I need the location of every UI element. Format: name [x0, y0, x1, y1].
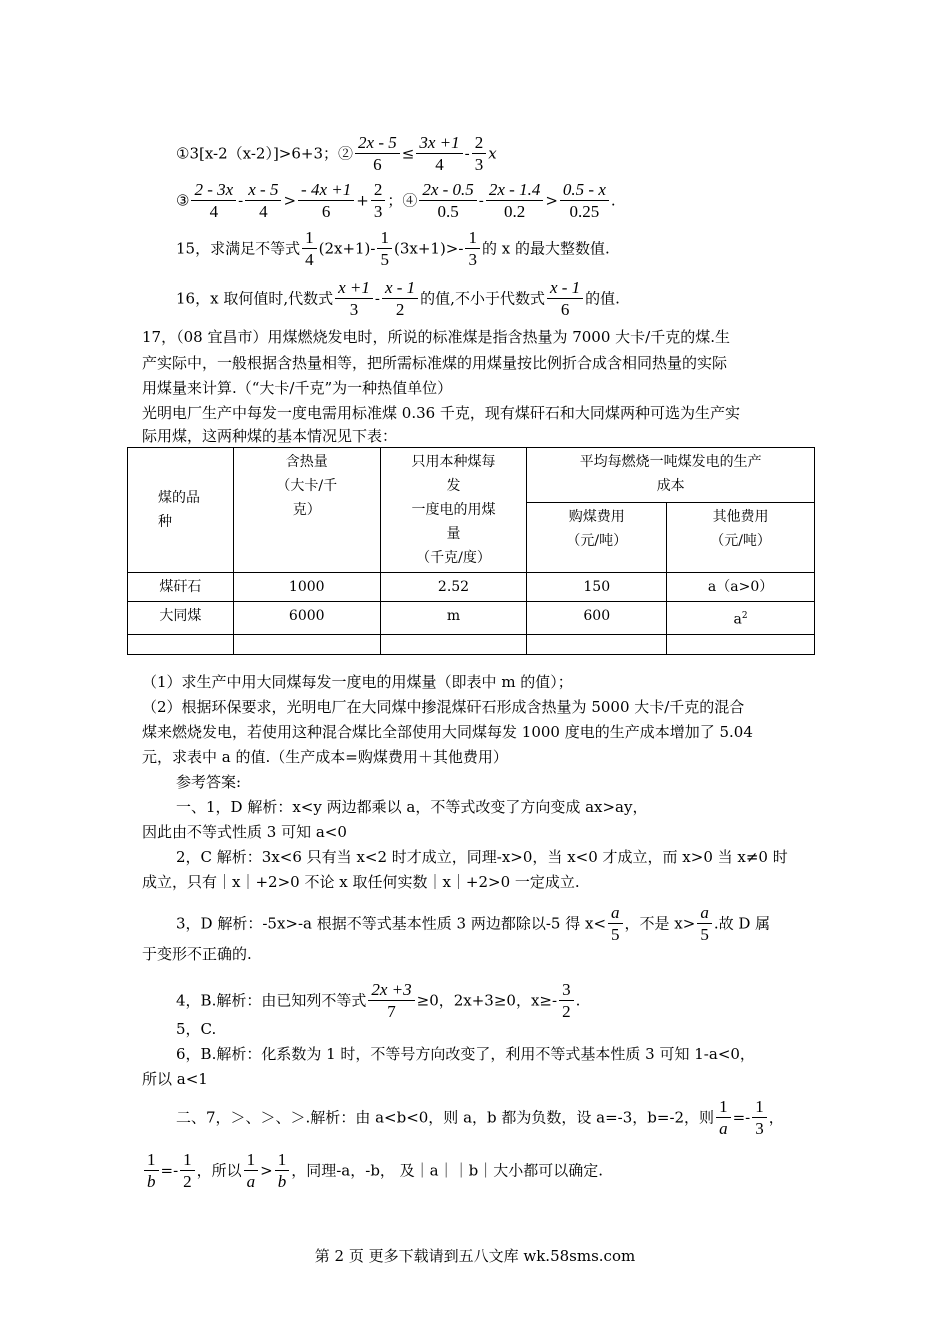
q17-l3: 用煤量来计算.（“大卡/千克”为一种热值单位） — [142, 379, 453, 397]
answer-3b: 于变形不正确的. — [142, 945, 252, 963]
op: > — [545, 191, 558, 210]
hdr-text: 其他费用 — [712, 509, 769, 525]
answer-6b: 所以 a<1 — [142, 1070, 208, 1088]
fraction — [697, 903, 712, 946]
q16-line — [176, 278, 620, 321]
den: 2 — [183, 1172, 192, 1191]
den: 6 — [321, 202, 331, 221]
num: 2x - 5 — [355, 133, 400, 154]
cell: 大同煤 — [128, 602, 234, 635]
q17-part2b: 煤来燃烧发电，若使用这种混合煤比全部使用大同煤每发 1000 度电的生产成本增加了 5.04 — [142, 723, 753, 741]
num: a — [697, 903, 712, 924]
coal-table — [127, 447, 815, 655]
num: 1 — [377, 228, 392, 249]
den: 3 — [468, 250, 477, 269]
fraction — [608, 903, 623, 946]
num: 2 — [371, 180, 386, 201]
num: a — [608, 903, 623, 924]
op: - — [374, 289, 380, 308]
num: 1 — [752, 1097, 767, 1118]
fraction — [180, 1150, 195, 1193]
fraction — [472, 133, 487, 176]
num: x - 1 — [547, 278, 583, 299]
a7-pre: 二、7，＞、＞、＞.解析：由 a<b<0，则 a，b 都为负数，设 a=-3，b=-2，则 — [176, 1108, 715, 1127]
fraction — [298, 180, 354, 223]
q17-part2c: 元，求表中 a 的值.（生产成本=购煤费用＋其他费用） — [142, 748, 508, 766]
den: 5 — [700, 925, 709, 944]
sep: ；④ — [387, 191, 418, 210]
fraction — [716, 1097, 731, 1140]
q16-pre: 16，x 取何值时,代数式 — [176, 289, 334, 308]
exponent: 2 — [741, 611, 748, 621]
answer-5: 5，C. — [176, 1020, 217, 1038]
den: 5 — [380, 250, 389, 269]
fraction — [335, 278, 373, 321]
hdr-text: 平均每燃烧一吨煤发电的生产 — [579, 454, 762, 470]
den: 7 — [387, 1002, 396, 1021]
op: - — [478, 191, 484, 210]
fraction — [416, 133, 462, 176]
hdr-text: 只用本种煤每 — [411, 454, 496, 470]
a7b-post: ，同理-a，-b， 及｜a｜｜b｜大小都可以确定. — [291, 1161, 603, 1180]
den: 0.5 — [437, 202, 459, 221]
fraction — [752, 1097, 767, 1140]
a7-end: ， — [768, 1108, 784, 1127]
table-row — [128, 602, 815, 635]
a4-mid: ≥0，2x+3≥0，x≥- — [416, 991, 558, 1010]
num: 1 — [716, 1097, 731, 1118]
q17-l1: 17，（08 宜昌市）用煤燃烧发电时，所说的标准煤是指含热量为 7000 大卡/千克的煤.生 — [142, 328, 730, 346]
cell: 2.52 — [380, 573, 527, 602]
q16-post: 的值. — [585, 289, 620, 308]
hdr-text: 含热量 — [285, 454, 328, 470]
num: 0.5 - x — [560, 180, 609, 201]
hdr-text: 煤的品 — [158, 490, 200, 506]
hdr-text: （元/吨） — [566, 533, 628, 549]
cell: 煤矸石 — [128, 573, 234, 602]
header-cost — [527, 448, 815, 503]
q15-post: 的 x 的最大整数值. — [481, 239, 610, 258]
den: 2 — [395, 300, 405, 319]
fraction — [275, 1150, 290, 1193]
fraction — [302, 228, 317, 271]
q17-part2a: （2）根据环保要求，光明电厂在大同煤中掺混煤矸石形成含热量为 5000 大卡/千克的混合 — [142, 698, 745, 716]
fraction — [465, 228, 480, 271]
answer-1b: 因此由不等式性质 3 可知 a<0 — [142, 823, 347, 841]
a7-eq: =- — [732, 1108, 751, 1127]
fraction — [244, 1150, 259, 1193]
a3-pre: 3，D 解析：-5x>-a 根据不等式基本性质 3 两边都除以-5 得 x< — [176, 914, 607, 933]
answers-title: 参考答案: — [176, 773, 242, 791]
base: a — [733, 611, 742, 628]
num: 2x +3 — [368, 980, 414, 1001]
a7b-gt: > — [260, 1161, 273, 1180]
answer-1a: 一、1，D 解析：x<y 两边都乘以 a，不等式改变了方向变成 ax>ay， — [176, 798, 648, 816]
den: 0.25 — [569, 202, 600, 221]
den: 3 — [373, 202, 383, 221]
fraction — [245, 180, 281, 223]
num: - 4x +1 — [298, 180, 354, 201]
num: 2x - 0.5 — [419, 180, 476, 201]
op: ≤ — [401, 144, 415, 163]
hdr-text: （大卡/千 — [276, 478, 338, 494]
fraction — [559, 980, 574, 1023]
answer-6a: 6，B.解析：化系数为 1 时，不等号方向改变了，利用不等式基本性质 3 可知 1-a<0， — [176, 1045, 755, 1063]
a3-post: .故 D 属 — [713, 914, 771, 933]
q15-pre: 15，求满足不等式 — [176, 239, 301, 258]
den: 6 — [560, 300, 570, 319]
den: 4 — [259, 202, 268, 221]
hdr-text: 量 — [446, 526, 461, 542]
den: a — [246, 1172, 256, 1191]
den: 3 — [474, 155, 484, 174]
fraction — [191, 180, 236, 223]
den: 3 — [755, 1119, 764, 1138]
num: 1 — [465, 228, 480, 249]
den: 4 — [305, 250, 314, 269]
num: 3x +1 — [416, 133, 462, 154]
num: x - 5 — [245, 180, 281, 201]
header-buy — [527, 503, 667, 573]
hdr-text: 克） — [292, 502, 321, 518]
fraction — [486, 180, 543, 223]
op: - — [238, 191, 244, 210]
header-heat — [233, 448, 380, 573]
q17-l2: 产实际中，一般根据含热量相等，把所需标准煤的用煤量按比例折合成含相同热量的实际 — [142, 354, 728, 372]
cell: 1000 — [233, 573, 380, 602]
den: b — [147, 1172, 156, 1191]
table-row-empty — [128, 634, 815, 654]
a3-mid: ，不是 x> — [624, 914, 696, 933]
answer-4 — [176, 980, 580, 1023]
q17-l4: 光明电厂生产中每发一度电需用标准煤 0.36 千克，现有煤矸石和大同煤两种可选为生产实 — [142, 404, 740, 422]
fraction — [560, 180, 609, 223]
den: 6 — [373, 155, 382, 174]
num: 1 — [180, 1150, 195, 1171]
header-kind — [128, 448, 234, 573]
var: x — [488, 144, 497, 163]
fraction — [382, 278, 418, 321]
a4-pre: 4，B.解析：由已知列不等式 — [176, 991, 367, 1010]
hdr-text: 一度电的用煤 — [411, 502, 496, 518]
answer-2a: 2，C 解析：3x<6 只有当 x<2 时才成立，同理-x>0，当 x<0 才成立，而 x>0 当 x≠0 时 — [176, 848, 788, 866]
answer-7b — [142, 1150, 603, 1193]
fraction — [368, 980, 414, 1023]
den: 4 — [209, 202, 219, 221]
hdr-text: 发 — [446, 478, 461, 494]
answer-7a — [176, 1097, 784, 1140]
num: x +1 — [335, 278, 373, 299]
q14-line2 — [176, 180, 616, 223]
num: x - 1 — [382, 278, 418, 299]
cell — [667, 602, 815, 635]
cell: 6000 — [233, 602, 380, 635]
hdr-text: 购煤费用 — [568, 509, 625, 525]
cell: a（a>0） — [667, 573, 815, 602]
den: 2 — [562, 1002, 571, 1021]
q16-mid: 的值,不小于代数式 — [420, 289, 545, 308]
q17-l5: 际用煤，这两种煤的基本情况见下表： — [142, 427, 398, 445]
hdr-text: 种 — [158, 514, 172, 530]
op: > — [283, 191, 297, 210]
q14-part1: ①3[x-2（x-2）]>6+3；② — [176, 144, 354, 163]
header-usage — [380, 448, 527, 573]
fraction — [419, 180, 476, 223]
header-other — [667, 503, 815, 573]
a4-post: . — [575, 991, 581, 1010]
den: 3 — [349, 300, 359, 319]
den: a — [719, 1119, 728, 1138]
num: 2 - 3x — [191, 180, 236, 201]
hdr-text: （千克/度） — [416, 550, 491, 566]
cell: 150 — [527, 573, 667, 602]
q14-part3: ③ — [176, 191, 190, 210]
den: 0.2 — [503, 202, 526, 221]
cell — [380, 634, 527, 654]
num: 1 — [244, 1150, 259, 1171]
cell — [527, 634, 667, 654]
den: b — [277, 1172, 287, 1191]
answer-2b: 成立，只有｜x｜+2>0 不论 x 取任何实数｜x｜+2>0 一定成立. — [142, 873, 580, 891]
cell: 600 — [527, 602, 667, 635]
table-row — [128, 573, 815, 602]
fraction — [547, 278, 583, 321]
fraction — [377, 228, 392, 271]
q14-line1 — [176, 133, 497, 176]
q15-line — [176, 228, 610, 271]
q15-mid1: (2x+1)- — [318, 239, 376, 258]
num: 1 — [302, 228, 317, 249]
q15-mid2: (3x+1)>- — [393, 239, 464, 258]
op: - — [464, 144, 470, 163]
num: 2x - 1.4 — [486, 180, 543, 201]
num: 3 — [559, 980, 574, 1001]
cell — [128, 634, 234, 654]
a7b-mid: ，所以 — [196, 1161, 242, 1180]
cell: m — [380, 602, 527, 635]
den: 4 — [435, 155, 444, 174]
page-footer: 第 2 页 更多下载请到五八文库 wk.58sms.com — [314, 1247, 636, 1265]
q17-part1: （1）求生产中用大同煤每发一度电的用煤量（即表中 m 的值）； — [142, 673, 573, 691]
fraction — [371, 180, 386, 223]
den: 5 — [611, 925, 620, 944]
op: + — [356, 191, 369, 210]
hdr-text: 成本 — [656, 478, 685, 494]
answer-3a — [176, 903, 770, 946]
fraction — [144, 1150, 159, 1193]
fraction — [355, 133, 400, 176]
period: . — [610, 191, 616, 210]
num: 1 — [144, 1150, 159, 1171]
hdr-text: （元/吨） — [710, 533, 771, 549]
cell — [233, 634, 380, 654]
num: 2 — [472, 133, 487, 154]
num: 1 — [275, 1150, 290, 1171]
a7b-eq: =- — [160, 1161, 179, 1180]
cell — [667, 634, 815, 654]
